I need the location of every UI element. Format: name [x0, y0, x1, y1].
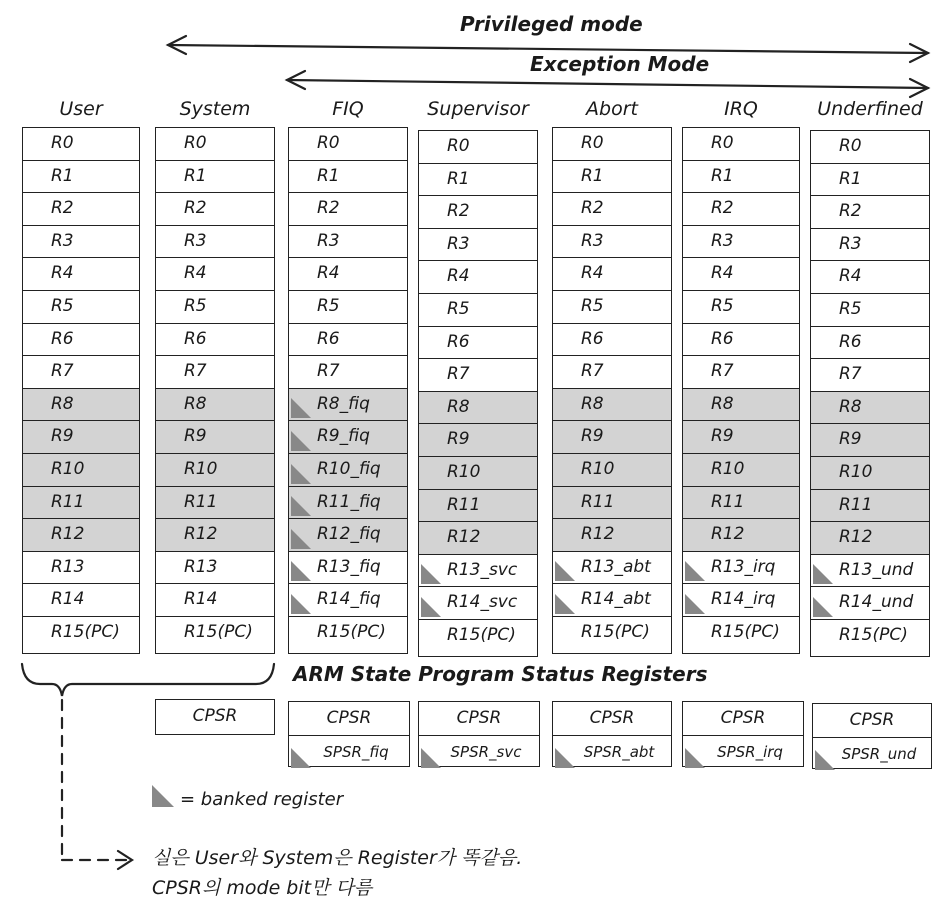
banked-register-marker-icon	[421, 597, 441, 617]
register-label: R6	[581, 328, 604, 349]
register-cell	[156, 161, 274, 194]
mode-header-irq: IRQ	[724, 98, 758, 120]
spsr-label: SPSR_svc	[450, 743, 522, 761]
register-cell	[419, 424, 537, 457]
register-cell	[811, 620, 929, 653]
register-label: R2	[839, 201, 862, 222]
register-label: R13_fiq	[317, 556, 381, 577]
register-label: R14_abt	[581, 589, 651, 610]
register-label: R5	[184, 295, 207, 316]
mode-header-undefined: Underfined	[817, 98, 923, 120]
register-label: R9	[839, 429, 862, 450]
register-cell	[289, 617, 407, 650]
register-cell	[156, 356, 274, 389]
register-cell	[811, 229, 929, 262]
register-column-supervisor	[418, 130, 538, 657]
cpsr-cell: CPSR	[192, 706, 238, 726]
register-label: R3	[184, 230, 207, 251]
psr-box-abort	[552, 701, 672, 767]
register-label: R11	[581, 491, 615, 512]
spsr-label: SPSR_und	[841, 745, 917, 763]
spsr-cell	[419, 736, 539, 770]
register-cell	[289, 161, 407, 194]
register-cell	[289, 519, 407, 552]
register-label: R10	[184, 458, 218, 479]
banked-register-marker-icon	[685, 561, 705, 581]
psr-box-supervisor	[418, 701, 540, 767]
register-cell	[156, 389, 274, 422]
register-label: R14_irq	[711, 589, 776, 610]
register-cell	[23, 519, 139, 552]
register-cell	[683, 519, 799, 552]
register-cell	[811, 164, 929, 197]
register-cell	[289, 291, 407, 324]
register-cell	[683, 291, 799, 324]
register-cell	[553, 193, 671, 226]
register-cell	[419, 587, 537, 620]
register-cell	[23, 226, 139, 259]
banked-register-marker-icon	[291, 464, 311, 484]
banked-register-marker-icon	[555, 594, 575, 614]
register-cell	[289, 128, 407, 161]
register-cell	[289, 552, 407, 585]
psr-box-fiq	[288, 701, 410, 767]
register-label: R14	[184, 589, 218, 610]
register-cell	[683, 584, 799, 617]
register-label: R11	[447, 494, 481, 515]
banked-register-marker-icon	[421, 748, 441, 768]
register-cell	[419, 196, 537, 229]
register-label: R1	[317, 165, 340, 186]
register-label: R5	[51, 295, 74, 316]
register-label: R9	[184, 426, 207, 447]
register-cell	[156, 258, 274, 291]
register-cell	[811, 522, 929, 555]
register-cell	[23, 421, 139, 454]
register-label: R8	[51, 393, 74, 414]
register-label: R14_svc	[447, 592, 518, 613]
register-cell	[553, 617, 671, 650]
register-column-fiq	[288, 127, 408, 654]
banked-register-marker-icon	[291, 398, 311, 418]
register-label: R12	[581, 524, 615, 545]
register-cell	[553, 226, 671, 259]
register-label: R15(PC)	[839, 624, 908, 645]
register-cell	[156, 193, 274, 226]
register-column-abort	[552, 127, 672, 654]
register-label: R12_fiq	[317, 524, 381, 545]
register-label: R10	[51, 458, 85, 479]
register-label: R13_abt	[581, 556, 651, 577]
register-label: R10	[711, 458, 745, 479]
register-label: R8_fiq	[317, 393, 370, 414]
register-cell	[23, 128, 139, 161]
register-label: R12	[839, 527, 873, 548]
register-cell	[156, 324, 274, 357]
register-cell	[553, 519, 671, 552]
banked-register-marker-icon	[291, 529, 311, 549]
exception-mode-label: Exception Mode	[530, 52, 710, 76]
mode-header-abort: Abort	[586, 98, 638, 120]
banked-register-marker-icon	[291, 431, 311, 451]
register-label: R15(PC)	[447, 624, 516, 645]
register-cell	[811, 359, 929, 392]
register-label: R9_fiq	[317, 426, 370, 447]
register-label: R8	[581, 393, 604, 414]
register-cell	[811, 131, 929, 164]
register-cell	[289, 193, 407, 226]
register-label: R4	[51, 263, 74, 284]
register-cell	[23, 617, 139, 650]
register-cell	[683, 258, 799, 291]
register-cell	[683, 193, 799, 226]
register-cell	[289, 584, 407, 617]
cpsr-cell: CPSR	[553, 702, 671, 736]
register-label: R6	[711, 328, 734, 349]
banked-register-marker-icon	[291, 561, 311, 581]
register-label: R7	[317, 361, 340, 382]
register-cell	[23, 324, 139, 357]
register-cell	[23, 552, 139, 585]
register-label: R6	[447, 331, 470, 352]
register-cell	[289, 454, 407, 487]
register-label: R14_und	[839, 592, 914, 613]
register-label: R0	[711, 133, 734, 153]
register-cell	[419, 490, 537, 523]
register-label: R5	[839, 298, 862, 319]
register-label: R11	[839, 494, 873, 515]
register-cell	[553, 584, 671, 617]
register-cell	[289, 389, 407, 422]
register-cell	[683, 552, 799, 585]
register-cell	[553, 356, 671, 389]
register-cell	[683, 226, 799, 259]
register-cell	[23, 584, 139, 617]
register-label: R12	[447, 527, 481, 548]
register-cell	[419, 555, 537, 588]
banked-register-marker-icon	[685, 748, 705, 768]
register-cell	[811, 555, 929, 588]
register-cell	[419, 294, 537, 327]
register-label: R6	[839, 331, 862, 352]
register-label: R7	[581, 361, 604, 382]
register-label: R1	[447, 168, 470, 189]
register-label: R3	[581, 230, 604, 251]
register-label: R1	[184, 165, 207, 186]
register-label: R11	[51, 491, 85, 512]
register-cell	[156, 617, 274, 650]
register-label: R0	[51, 133, 74, 153]
register-cell	[683, 454, 799, 487]
register-label: R13_svc	[447, 559, 518, 580]
register-cell	[553, 552, 671, 585]
register-cell	[289, 487, 407, 520]
register-label: R1	[711, 165, 734, 186]
banked-register-marker-icon	[291, 748, 311, 768]
spsr-cell	[553, 736, 671, 770]
banked-register-marker-icon	[555, 748, 575, 768]
register-cell	[23, 193, 139, 226]
register-label: R2	[711, 198, 734, 219]
register-cell	[156, 584, 274, 617]
register-label: R4	[711, 263, 734, 284]
legend	[152, 785, 343, 810]
register-cell	[289, 324, 407, 357]
register-cell	[683, 617, 799, 650]
register-cell	[553, 161, 671, 194]
register-label: R0	[317, 133, 340, 153]
register-cell	[23, 291, 139, 324]
cpsr-cell: CPSR	[683, 702, 803, 736]
register-label: R5	[447, 298, 470, 319]
register-label: R10_fiq	[317, 458, 381, 479]
register-cell	[811, 196, 929, 229]
register-label: R15(PC)	[711, 621, 780, 642]
register-label: R3	[447, 233, 470, 254]
register-column-user	[22, 127, 140, 654]
register-cell	[419, 620, 537, 653]
register-label: R8	[839, 396, 862, 417]
register-cell	[553, 324, 671, 357]
legend-text: = banked register	[180, 789, 344, 810]
register-label: R13_irq	[711, 556, 776, 577]
register-label: R3	[317, 230, 340, 251]
cpsr-cell: CPSR	[289, 702, 409, 736]
spsr-label: SPSR_fiq	[323, 743, 389, 761]
register-label: R9	[447, 429, 470, 450]
register-label: R1	[51, 165, 74, 186]
register-cell	[683, 487, 799, 520]
register-cell	[553, 421, 671, 454]
register-label: R12	[711, 524, 745, 545]
register-label: R14	[51, 589, 85, 610]
register-label: R6	[317, 328, 340, 349]
register-label: R5	[317, 295, 340, 316]
register-label: R3	[51, 230, 74, 251]
register-label: R10	[581, 458, 615, 479]
register-cell	[419, 261, 537, 294]
register-label: R0	[184, 133, 207, 153]
register-cell	[156, 454, 274, 487]
register-cell	[289, 356, 407, 389]
register-label: R4	[839, 266, 862, 287]
register-label: R0	[581, 133, 604, 153]
mode-header-fiq: FIQ	[332, 98, 364, 120]
register-label: R14_fiq	[317, 589, 381, 610]
register-cell	[683, 356, 799, 389]
register-cell	[683, 128, 799, 161]
register-cell	[156, 519, 274, 552]
register-label: R3	[839, 233, 862, 254]
mode-header-system: System	[179, 98, 251, 120]
register-label: R11	[711, 491, 745, 512]
register-label: R8	[184, 393, 207, 414]
register-cell	[683, 161, 799, 194]
privileged-mode-label: Privileged mode	[460, 12, 643, 36]
banked-register-marker-icon	[291, 594, 311, 614]
register-cell	[419, 359, 537, 392]
register-label: R13_und	[839, 559, 914, 580]
register-cell	[683, 389, 799, 422]
register-cell	[156, 291, 274, 324]
register-cell	[553, 291, 671, 324]
register-label: R2	[581, 198, 604, 219]
register-column-system	[155, 127, 275, 654]
register-cell	[23, 161, 139, 194]
note-line-1: 실은 User와 System은 Register가 똑같음.	[152, 847, 523, 869]
register-cell	[811, 424, 929, 457]
register-label: R13	[51, 556, 85, 577]
banked-register-marker-icon	[815, 750, 835, 770]
mode-header-user: User	[59, 98, 103, 120]
register-cell	[156, 487, 274, 520]
register-label: R7	[447, 364, 470, 385]
register-label: R0	[839, 136, 862, 156]
register-cell	[156, 552, 274, 585]
register-label: R12	[184, 524, 218, 545]
register-label: R2	[447, 201, 470, 222]
register-cell	[811, 392, 929, 425]
register-label: R3	[711, 230, 734, 251]
banked-register-marker-icon	[685, 594, 705, 614]
register-cell	[289, 226, 407, 259]
register-cell	[553, 128, 671, 161]
register-label: R7	[711, 361, 734, 382]
register-cell	[23, 258, 139, 291]
register-label: R10	[839, 461, 873, 482]
register-label: R2	[317, 198, 340, 219]
banked-register-marker-icon	[152, 785, 174, 807]
spsr-label: SPSR_irq	[717, 743, 783, 761]
register-cell	[553, 454, 671, 487]
note-line-2: CPSR의 mode bit만 다름	[152, 877, 373, 899]
register-cell	[419, 327, 537, 360]
register-cell	[419, 522, 537, 555]
register-label: R1	[581, 165, 604, 186]
register-label: R5	[711, 295, 734, 316]
register-label: R6	[184, 328, 207, 349]
register-label: R4	[447, 266, 470, 287]
register-cell	[811, 457, 929, 490]
register-cell	[156, 226, 274, 259]
register-label: R2	[184, 198, 207, 219]
register-label: R7	[51, 361, 74, 382]
register-label: R2	[51, 198, 74, 219]
psr-box-system	[155, 699, 275, 735]
register-label: R12	[51, 524, 85, 545]
register-label: R15(PC)	[581, 621, 650, 642]
register-label: R13	[184, 556, 218, 577]
spsr-cell	[289, 736, 409, 770]
spsr-cell	[683, 736, 803, 770]
cpsr-cell: CPSR	[813, 704, 931, 738]
mode-header-supervisor: Supervisor	[427, 98, 529, 120]
register-cell	[156, 128, 274, 161]
cpsr-cell: CPSR	[419, 702, 539, 736]
register-label: R9	[711, 426, 734, 447]
register-label: R10	[447, 461, 481, 482]
register-label: R6	[51, 328, 74, 349]
register-label: R7	[839, 364, 862, 385]
register-label: R15(PC)	[51, 621, 120, 642]
register-cell	[23, 389, 139, 422]
register-label: R11	[184, 491, 218, 512]
banked-register-marker-icon	[421, 564, 441, 584]
register-cell	[23, 356, 139, 389]
register-cell	[553, 487, 671, 520]
register-cell	[419, 229, 537, 262]
psr-box-irq	[682, 701, 804, 767]
register-label: R4	[184, 263, 207, 284]
register-cell	[419, 457, 537, 490]
register-cell	[553, 258, 671, 291]
psr-title: ARM State Program Status Registers	[293, 662, 708, 686]
register-cell	[419, 164, 537, 197]
register-label: R8	[711, 393, 734, 414]
register-cell	[289, 421, 407, 454]
banked-register-marker-icon	[813, 564, 833, 584]
psr-box-undefined	[812, 703, 932, 769]
register-cell	[419, 392, 537, 425]
register-cell	[289, 258, 407, 291]
register-cell	[156, 421, 274, 454]
register-label: R4	[317, 263, 340, 284]
register-label: R7	[184, 361, 207, 382]
spsr-cell	[813, 738, 931, 772]
register-cell	[811, 587, 929, 620]
register-column-undefined	[810, 130, 930, 657]
register-cell	[683, 421, 799, 454]
register-cell	[811, 261, 929, 294]
register-cell	[811, 294, 929, 327]
register-cell	[553, 389, 671, 422]
register-label: R0	[447, 136, 470, 156]
register-cell	[811, 490, 929, 523]
register-label: R4	[581, 263, 604, 284]
register-cell	[683, 324, 799, 357]
register-cell	[811, 327, 929, 360]
spsr-label: SPSR_abt	[583, 743, 655, 761]
register-cell	[23, 487, 139, 520]
register-label: R15(PC)	[317, 621, 386, 642]
register-label: R11_fiq	[317, 491, 381, 512]
register-label: R1	[839, 168, 862, 189]
register-label: R8	[447, 396, 470, 417]
register-label: R9	[581, 426, 604, 447]
register-label: R9	[51, 426, 74, 447]
banked-register-marker-icon	[291, 496, 311, 516]
register-cell	[23, 454, 139, 487]
register-column-irq	[682, 127, 800, 654]
banked-register-marker-icon	[813, 597, 833, 617]
register-cell	[419, 131, 537, 164]
banked-register-marker-icon	[555, 561, 575, 581]
register-label: R5	[581, 295, 604, 316]
register-label: R15(PC)	[184, 621, 253, 642]
